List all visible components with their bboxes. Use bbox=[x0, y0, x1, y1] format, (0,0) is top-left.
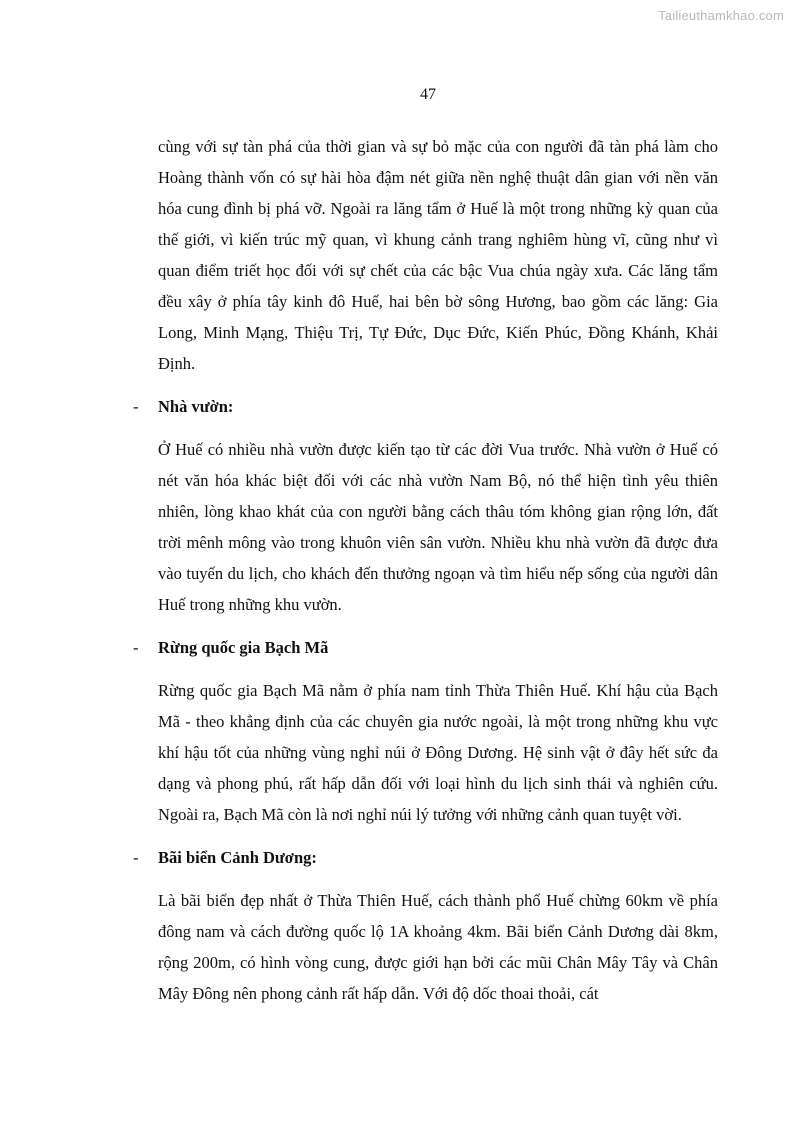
document-body bbox=[133, 131, 718, 1009]
section-rung-quoc-gia-bach-ma bbox=[133, 632, 718, 830]
section-heading bbox=[133, 842, 718, 873]
section-heading bbox=[133, 632, 718, 663]
page-number: 47 bbox=[420, 86, 436, 103]
section-title: Bãi biển Cảnh Dương: bbox=[158, 848, 317, 867]
section-paragraph: Rừng quốc gia Bạch Mã nằm ở phía nam tỉnh Thừa Thiên Huế. Khí hậu của Bạch Mã - theo khẳng định của các chuyên gia nước ngoài, là một trong những khu vực khí hậu tốt của những vùng nghỉ núi ở Đông Dương. Hệ sinh vật ở đây hết sức đa dạng và phong phú, rất hấp dẫn đối với loại hình du lịch sinh thái và nghiên cứu. Ngoài ra, Bạch Mã còn là nơi nghỉ núi lý tưởng với những cảnh quan tuyệt vời. bbox=[158, 681, 718, 824]
watermark: Tailieuthamkhao.com bbox=[658, 8, 784, 23]
section-paragraph: Ở Huế có nhiều nhà vườn được kiến tạo từ các đời Vua trước. Nhà vườn ở Huế có nét văn hóa khác biệt đối với các nhà vườn Nam Bộ, nó thể hiện tình yêu thiên nhiên, lòng khao khát của con người bằng cách thâu tóm không gian rộng lớn, đất trời mênh mông vào trong khuôn viên sân vườn. Nhiều khu nhà vườn đã được đưa vào tuyến du lịch, cho khách đến thưởng ngoạn và tìm hiểu nếp sống của người dân Huế trong những khu vườn. bbox=[158, 440, 718, 614]
section-bai-bien-canh-duong bbox=[133, 842, 718, 1009]
bullet-dash: - bbox=[133, 397, 139, 416]
bullet-dash: - bbox=[133, 848, 139, 867]
section-title: Nhà vườn: bbox=[158, 397, 234, 416]
bullet-dash: - bbox=[133, 638, 139, 657]
section-nha-vuon bbox=[133, 391, 718, 620]
intro-paragraph: cùng với sự tàn phá của thời gian và sự bỏ mặc của con người đã tàn phá làm cho Hoàng thành vốn có sự hài hòa đậm nét giữa nền nghệ thuật dân gian với nền văn hóa cung đình bị phá vỡ. Ngoài ra lăng tẩm ở Huế là một trong những kỳ quan của thế giới, vì kiến trúc mỹ quan, vì khung cảnh trang nghiêm hùng vĩ, cũng như vì quan điểm triết học đối với sự chết của các bậc Vua chúa ngày xưa. Các lăng tẩm đều xây ở phía tây kinh đô Huế, hai bên bờ sông Hương, bao gồm các lăng: Gia Long, Minh Mạng, Thiệu Trị, Tự Đức, Dục Đức, Kiến Phúc, Đồng Khánh, Khải Định. bbox=[158, 137, 718, 373]
section-title: Rừng quốc gia Bạch Mã bbox=[158, 638, 329, 657]
section-heading bbox=[133, 391, 718, 422]
section-paragraph: Là bãi biển đẹp nhất ở Thừa Thiên Huế, cách thành phố Huế chừng 60km về phía đông nam và cách đường quốc lộ 1A khoảng 4km. Bãi biển Cảnh Dương dài 8km, rộng 200m, có hình vòng cung, được giới hạn bởi các mũi Chân Mây Tây và Chân Mây Đông nên phong cảnh rất hấp dẫn. Với độ dốc thoai thoải, cát bbox=[158, 891, 718, 1003]
